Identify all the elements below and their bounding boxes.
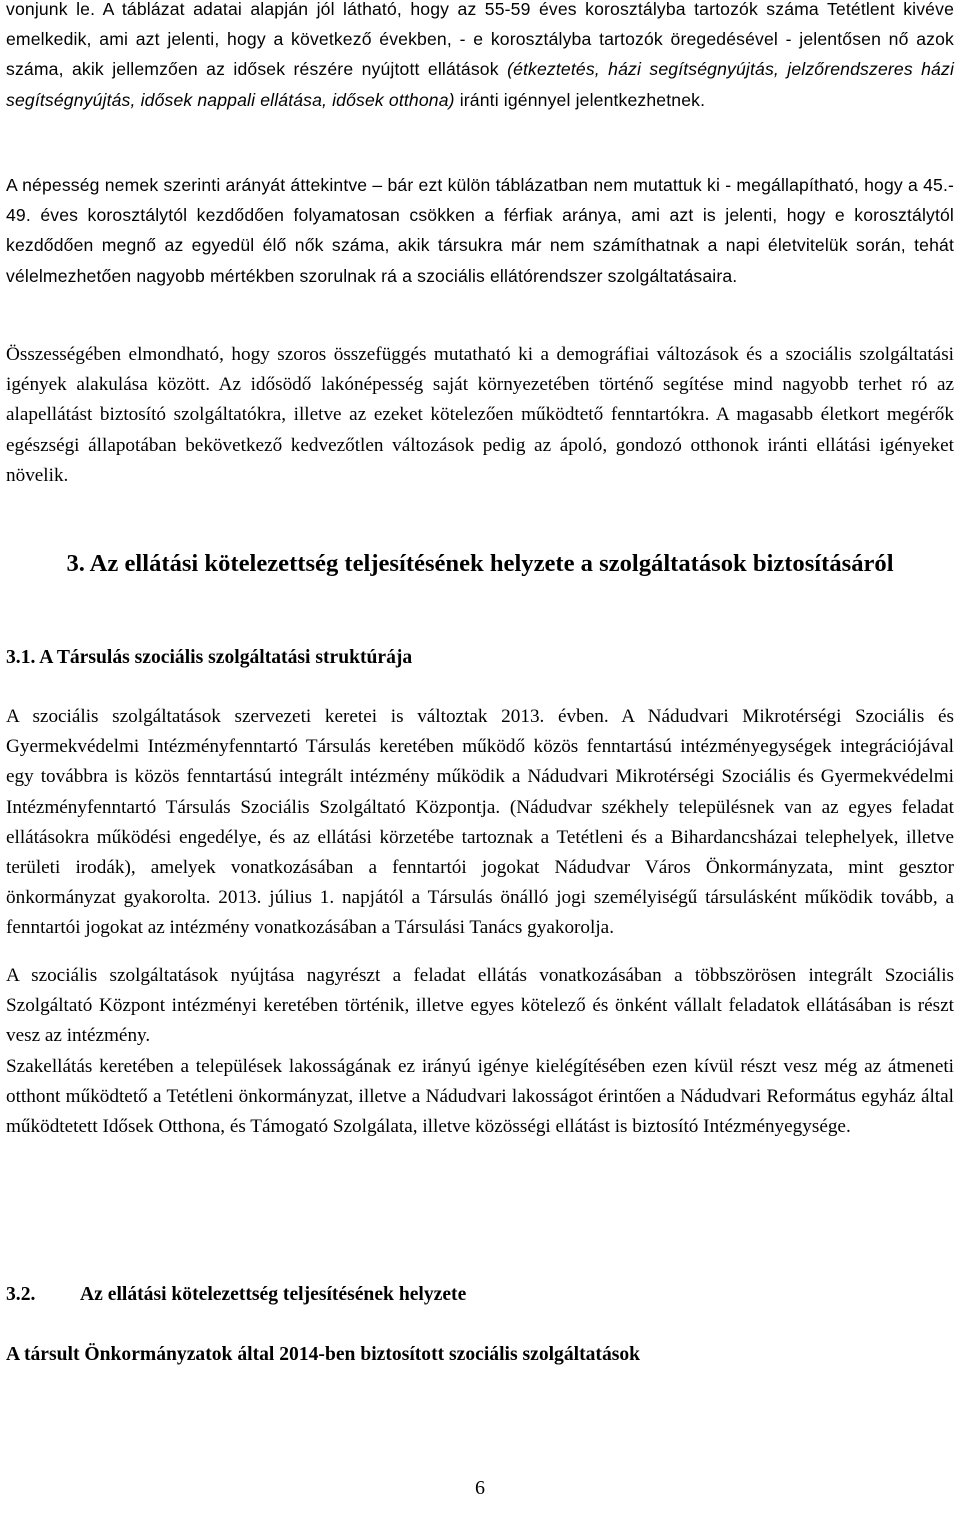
subsection-3-2-number: 3.2.: [6, 1284, 36, 1305]
section-heading: 3. Az ellátási kötelezettség teljesítésének helyzete a szolgáltatások biztosításáról: [66, 550, 894, 577]
services-table-heading: A társult Önkormányzatok által 2014-ben biztosított szociális szolgáltatások: [6, 1344, 641, 1365]
paragraph-structure: A szociális szolgáltatások szervezeti keretei is változtak 2013. évben. A Nádudvari Mikrotérségi Szociális és Gyermekvédelmi Intézményfenntartó Társulás keretében működő közös fenntartású intézményegységek integrációjával egy továbbra is közös fenntartású integrált intézmény működik a Nádudvari Mikrotérségi Szociális és Gyermekvédelmi Intézményfenntartó Társulás Szociális Szolgáltató Központja. (Nádudvar székhely településnek van az egyes feladat ellátásokra működési engedélye, és az ellátási körzetébe tartoznak a Tetétleni és a Bihardancsházai telephelyek, illetve területi irodák), amelyek vonatkozásában a fenntartói jogokat Nádudvar Város Önkormányzata, mint gesztor önkormányzat gyakorolta. 2013. július 1. napjától a Társulás önálló jogi személyiségű társulásként működik tovább, a fenntartói jogokat az intézmény vonatkozásában a Társulási Tanács gyakorolja.: [6, 706, 954, 939]
services-list-italic: (étkeztetés, házi segítségnyújtás, jelzőrendszeres házi segítségnyújtás, idősek nappali ellátása, idősek otthona): [6, 59, 955, 110]
paragraph-gender-ratio: A népesség nemek szerinti arányát áttekintve – bár ezt külön táblázatban nem mutattuk ki - megállapítható, hogy a 45.- 49. éves korosztálytól kezdődően folyamatosan csökken a férfiak aránya, ami azt is jelenti, hogy e korosztálytól kezdődően megnő az egyedül élő nők száma, akik társukra már nem számíthatnak a napi életvitelük során, tehát vélelmezhetően nagyobb mértékben szorulnak rá a szociális ellátórendszer szolgáltatásaira.: [6, 175, 954, 286]
paragraph-summary: Összességében elmondható, hogy szoros összefüggés mutatható ki a demográfiai változások és a szociális szolgáltatási igények alakulása között. Az idősödő lakónépesség saját környezetében történő segítése mind nagyobb terhet ró az alapellátást biztosító szolgáltatókra, illetve az ezeket kötelezően működtető fenntartókra. A magasabb életkort megérők egészségi állapotában bekövetkező kedvezőtlen változások pedig az ápoló, gondozó otthonok iránti ellátási igényeket növelik.: [6, 344, 954, 486]
paragraph-services-provision: A szociális szolgáltatások nyújtása nagyrészt a feladat ellátás vonatkozásában a többszörösen integrált Szociális Szolgáltató Központ intézményi keretében történik, illetve egyes kötelező és önként vállalt feladatok ellátásában is részt vesz az intézmény.: [6, 965, 954, 1047]
paragraph-age-groups-text: vonjunk le. A táblázat adatai alapján jól látható, hogy az 55-59 éves korosztályba tartozók száma Tetétlent kivéve emelkedik, ami azt jelenti, hogy a következő években, - e korosztályba tartozók öregedésével - jelentősen nő azok száma, akik jellemzően az idősek részére nyújtott ellátások: [6, 0, 954, 80]
paragraph-age-groups-end: iránti igénnyel jelentkezhetnek.: [459, 89, 706, 110]
paragraph-specialised-care: Szakellátás keretében a települések lakosságának ez irányú igénye kielégítésében ezen kívül részt vesz még az átmeneti otthont működtető a Tetétleni önkormányzat, illetve a Nádudvari lakosságot érintően a Nádudvari Református egyház által működtetett Idősek Otthona, és Támogató Szolgálata, illetve közösségi ellátást is biztosító Intézményegysége.: [6, 1056, 954, 1138]
subsection-3-1-heading: 3.1. A Társulás szociális szolgáltatási struktúrája: [6, 647, 413, 668]
paragraph-age-groups: [6, 0, 954, 115]
page-number: 6: [475, 1477, 485, 1499]
subsection-3-2-heading: Az ellátási kötelezettség teljesítésének helyzete: [80, 1284, 467, 1305]
